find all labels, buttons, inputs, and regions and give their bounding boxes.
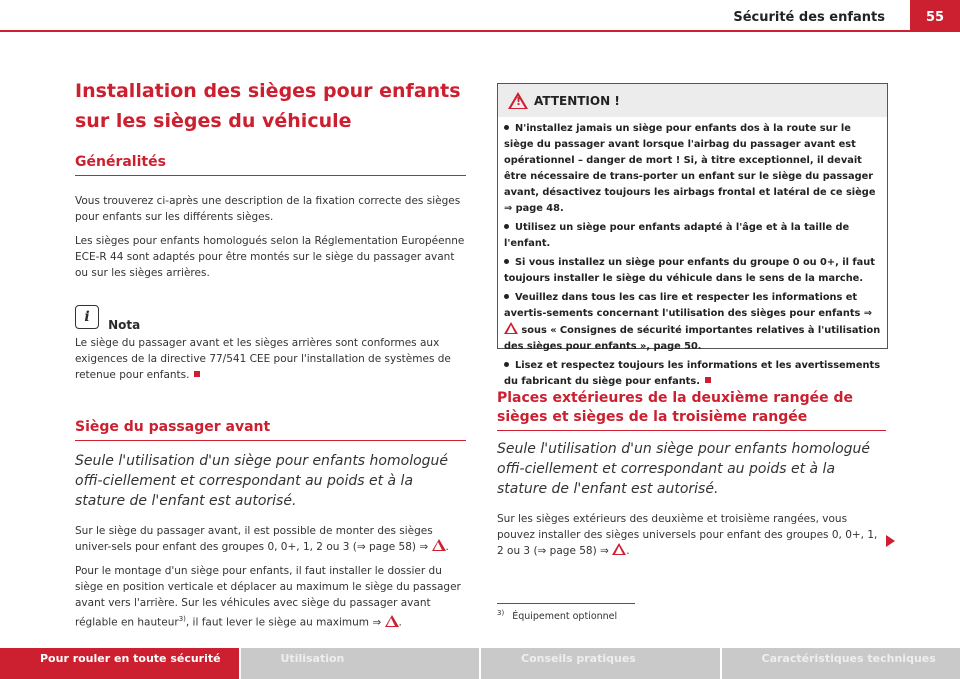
heading-places-exterieures: Places extérieures de la deuxième rangée de sièges et sièges de la troisième rangée: [497, 389, 886, 431]
nota-label: Nota: [108, 318, 141, 332]
attention-title: ATTENTION !: [534, 94, 620, 108]
places-lead: Seule l'utilisation d'un siège pour enfants homologué offi-ciellement et correspondant au poids et à la stature de l'enfant est autorisé.: [497, 441, 871, 497]
exclamation-mark-icon: !: [516, 95, 522, 108]
next-page-arrow-icon[interactable]: [886, 535, 895, 547]
attention-item: Lisez et respectez toujours les informations et les avertissements du fabricant du siège pour enfants.: [504, 360, 881, 387]
bullet-icon: [504, 259, 509, 264]
siege-passager-para-2: Pour le montage d'un siège pour enfants, il faut installer le dossier du siège en position verticale et déplacer au maximum le siège du passager avant vers l'arrière. Sur les véhicules avec siège du passager avant réglable en hauteur: [75, 565, 461, 629]
attention-item: Veuillez dans tous les cas lire et respecter les informations et avertis-sements concernant l'utilisation des sièges pour enfants ⇒ sous « Consignes de sécurité importantes relatives à l'utilisation des sièges pour enfants », page 50.: [504, 292, 881, 352]
footer-nav: [0, 648, 960, 679]
right-column: Places extérieures de la deuxième rangée de sièges et sièges de la troisième rangée Seule l'utilisation d'un siège pour enfants homologué offi-ciellement et correspondant au poids et à la stature de l'enfant est autorisé. Sur les sièges extérieurs des deuxième et troisième rangées, vous pouvez installer des sièges universels pour enfant des groupes 0, 0+, 1, 2 ou 3 (⇒ page 58) ⇒ .: [497, 389, 886, 559]
attention-header: [498, 84, 887, 117]
end-marker-icon: [194, 371, 200, 377]
bullet-icon: [504, 224, 509, 229]
bullet-icon: [504, 294, 509, 299]
footnote-ref[interactable]: 3): [178, 615, 186, 623]
heading-siege-passager: Siège du passager avant: [75, 418, 466, 441]
footnote-text: Équipement optionnel: [512, 611, 618, 623]
tab-utilisation[interactable]: Utilisation: [241, 648, 480, 679]
tab-conseils-pratiques[interactable]: Conseils pratiques: [481, 648, 720, 679]
tab-caracteristiques[interactable]: Caractéristiques techniques: [722, 648, 960, 679]
attention-item: N'installez jamais un siège pour enfants dos à la route sur le siège du passager avant lorsque l'airbag du passager avant est opérationnel – danger de mort ! Si, à titre exceptionnel, il devait être nécessaire de trans-porter un enfant sur le siège du passager avant, désactivez toujours les airbags frontal et latéral de ce siège ⇒ page 48.: [504, 123, 876, 214]
siege-passager-lead: Seule l'utilisation d'un siège pour enfants homologué offi-ciellement et correspondant au poids et à la stature de l'enfant est autorisé.: [75, 453, 449, 509]
attention-item: Si vous installez un siège pour enfants du groupe 0 ou 0+, il faut toujours installer le siège du véhicule dans le sens de la marche.: [504, 257, 875, 284]
footnote-rule: [497, 603, 635, 604]
attention-item: Utilisez un siège pour enfants adapté à l'âge et à la taille de l'enfant.: [504, 222, 850, 249]
info-icon: i: [75, 305, 99, 329]
page-header: [0, 0, 960, 32]
section-title: Installation des sièges pour enfants sur les sièges du véhicule: [75, 80, 461, 132]
footnote: [497, 609, 617, 622]
attention-box: [497, 83, 888, 387]
siege-passager-para-1: Sur le siège du passager avant, il est possible de monter des sièges univer-sels pour enfant des groupes 0, 0+, 1, 2 ou 3 (⇒ page 58) ⇒: [75, 525, 433, 553]
warning-icon[interactable]: [385, 615, 399, 627]
places-para-1: Sur les sièges extérieurs des deuxième et troisième rangées, vous pouvez installer des sièges universels pour enfant des groupes 0, 0+, 1, 2 ou 3 (⇒ page 58) ⇒: [497, 513, 878, 557]
siege-passager-para-2-end: , il faut lever le siège au maximum ⇒: [185, 616, 382, 629]
nota-block: [75, 305, 466, 383]
tab-pour-rouler[interactable]: Pour rouler en toute sécurité: [0, 648, 239, 679]
generalites-para-2: Les sièges pour enfants homologués selon la Réglementation Européenne ECE-R 44 sont adaptés pour être montés sur le siège du passager avant ou sur les sièges arrières.: [75, 235, 465, 279]
header-rule: [0, 30, 960, 32]
generalites-para-1: Vous trouverez ci-après une description de la fixation correcte des sièges pour enfants sur les différents sièges.: [75, 195, 461, 223]
attention-body: [498, 117, 887, 390]
end-marker-icon: [705, 377, 711, 383]
page-number: 55: [910, 0, 960, 32]
left-column: Installation des sièges pour enfants sur les sièges du véhicule Généralités Vous trouverez ci-après une description de la fixation correcte des sièges pour enfants sur les différents sièges. Les sièges pour enfants homologués selon la Réglementation Européenne ECE-R 44 sont adaptés pour être montés sur le siège du passager avant ou sur les sièges arrières. i $_{Nota}$ Le siège du passager avant et les sièges arrières sont conformes aux exigences de la directive 77/541 CEE pour l'installation de systèmes de retenue pour enfants. Siège du passager avant Seule l'utilisation d'un siège pour enfants homologué offi-ciellement et correspondant au poids et à la stature de l'enfant est autorisé. Sur le siège du passager avant, il est possible de monter des sièges univer-sels pour enfant des groupes 0, 0+, 1, 2 ou 3 (⇒ page 58) ⇒ . Pour le montage d'un siège pour enfants, il faut installer le dossier du siège en position verticale et déplacer au maximum le siège du passager avant vers l'arrière. Sur les véhicules avec siège du passager avant réglable en hauteur$^{3)}$, il faut lever le siège au maximum ⇒ .: [75, 76, 466, 631]
bullet-icon: [504, 362, 509, 367]
warning-icon[interactable]: [612, 543, 626, 555]
footnote-number: 3): [497, 609, 505, 617]
warning-icon[interactable]: [504, 322, 518, 334]
heading-generalites: Généralités: [75, 153, 466, 176]
nota-text: Le siège du passager avant et les sièges arrières sont conformes aux exigences de la directive 77/541 CEE pour l'installation de systèmes de retenue pour enfants.: [75, 337, 451, 381]
warning-icon[interactable]: [432, 539, 446, 551]
chapter-title: Sécurité des enfants: [733, 10, 885, 25]
bullet-icon: [504, 125, 509, 130]
